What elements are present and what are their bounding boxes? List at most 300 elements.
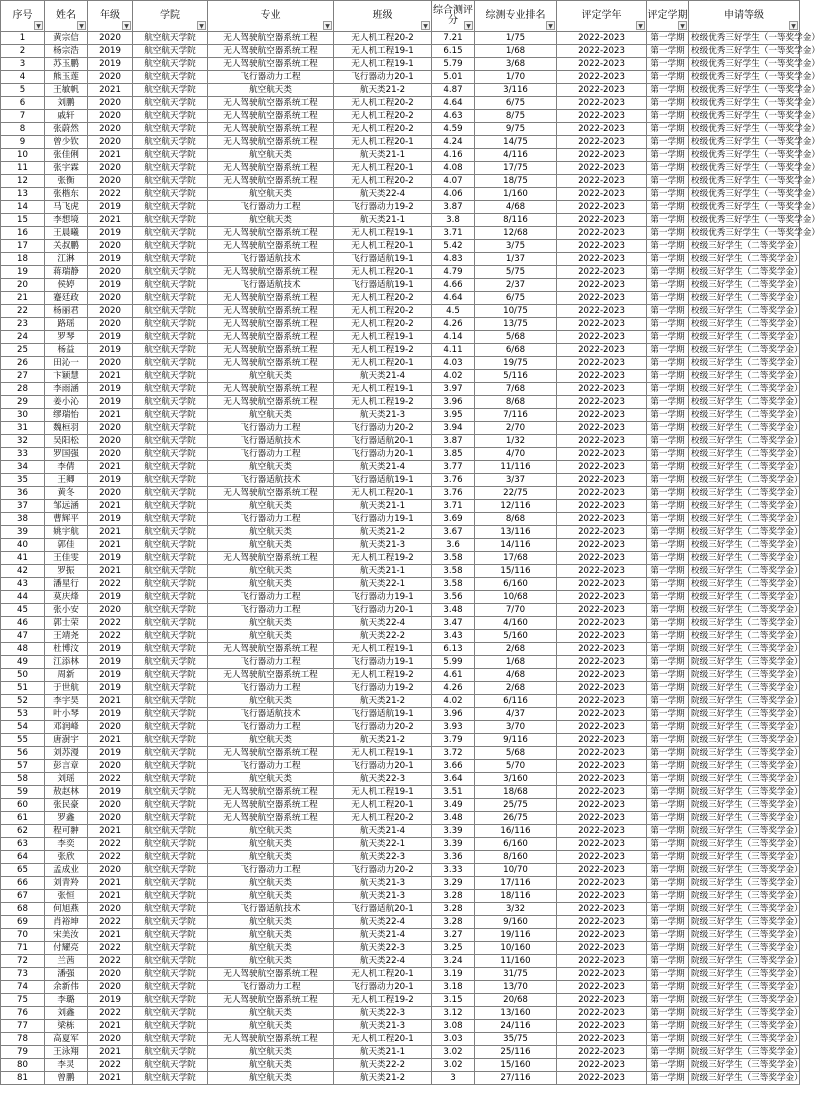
cell-name: 潘星行 [45,578,88,591]
cell-index: 30 [1,409,45,422]
cell-term: 第一学期 [647,188,689,201]
cell-year: 2022-2023 [557,838,647,851]
cell-index: 68 [1,903,45,916]
table-row [1,201,800,214]
cell-grade: 2022 [88,1059,133,1072]
cell-college: 航空航天学院 [133,903,208,916]
filter-dropdown-icon[interactable]: ▼ [678,21,687,30]
cell-term: 第一学期 [647,773,689,786]
cell-level: 院级三好学生（三等奖学金） [689,903,800,916]
cell-rank: 5/160 [475,630,557,643]
header-row [1,1,800,32]
table-row [1,734,800,747]
table-row [1,149,800,162]
cell-college: 航空航天学院 [133,851,208,864]
cell-rank: 25/75 [475,799,557,812]
cell-year: 2022-2023 [557,136,647,149]
cell-college: 航空航天学院 [133,825,208,838]
cell-year: 2022-2023 [557,565,647,578]
cell-grade: 2021 [88,500,133,513]
cell-index: 19 [1,266,45,279]
cell-index: 78 [1,1033,45,1046]
cell-grade: 2019 [88,513,133,526]
cell-grade: 2020 [88,435,133,448]
cell-year: 2022-2023 [557,240,647,253]
cell-index: 15 [1,214,45,227]
cell-term: 第一学期 [647,591,689,604]
cell-college: 航空航天学院 [133,201,208,214]
cell-score: 3.58 [432,578,475,591]
cell-term: 第一学期 [647,721,689,734]
cell-year: 2022-2023 [557,318,647,331]
cell-grade: 2021 [88,890,133,903]
table-row [1,396,800,409]
cell-grade: 2021 [88,1046,133,1059]
cell-year: 2022-2023 [557,552,647,565]
cell-rank: 1/68 [475,45,557,58]
cell-level: 院级三好学生（三等奖学金） [689,786,800,799]
cell-college: 航空航天学院 [133,1033,208,1046]
cell-level: 校级三好学生（二等奖学金） [689,604,800,617]
cell-score: 3.96 [432,396,475,409]
cell-major: 无人驾驶航空器系统工程 [208,786,334,799]
cell-level: 校级三好学生（二等奖学金） [689,318,800,331]
cell-index: 79 [1,1046,45,1059]
cell-major: 无人驾驶航空器系统工程 [208,123,334,136]
cell-major: 航空航天类 [208,526,334,539]
cell-level: 校级优秀三好学生（一等奖学金） [689,84,800,97]
cell-term: 第一学期 [647,942,689,955]
filter-dropdown-icon[interactable]: ▼ [636,21,645,30]
cell-year: 2022-2023 [557,916,647,929]
cell-grade: 2019 [88,201,133,214]
cell-college: 航空航天学院 [133,227,208,240]
cell-name: 杨益 [45,344,88,357]
table-row [1,500,800,513]
cell-grade: 2019 [88,383,133,396]
cell-college: 航空航天学院 [133,32,208,45]
cell-class: 飞行器适航19-1 [334,474,432,487]
cell-name: 李宇昊 [45,695,88,708]
table-row [1,981,800,994]
cell-grade: 2019 [88,58,133,71]
cell-level: 校级三好学生（二等奖学金） [689,305,800,318]
cell-class: 航天类21-1 [334,500,432,513]
cell-level: 院级三好学生（三等奖学金） [689,994,800,1007]
cell-major: 航空航天类 [208,890,334,903]
cell-index: 64 [1,851,45,864]
cell-name: 江淋 [45,253,88,266]
cell-major: 航空航天类 [208,1072,334,1085]
cell-grade: 2020 [88,721,133,734]
cell-class: 飞行器动力20-2 [334,864,432,877]
table-row [1,97,800,110]
cell-name: 张恒 [45,890,88,903]
cell-class: 航天类22-4 [334,916,432,929]
cell-index: 5 [1,84,45,97]
cell-major: 航空航天类 [208,1059,334,1072]
cell-major: 航空航天类 [208,84,334,97]
cell-year: 2022-2023 [557,370,647,383]
cell-year: 2022-2023 [557,32,647,45]
header-name [45,1,88,32]
cell-major: 无人驾驶航空器系统工程 [208,994,334,1007]
cell-index: 27 [1,370,45,383]
cell-major: 无人驾驶航空器系统工程 [208,175,334,188]
cell-level: 院级三好学生（三等奖学金） [689,1046,800,1059]
cell-index: 63 [1,838,45,851]
cell-term: 第一学期 [647,149,689,162]
cell-term: 第一学期 [647,292,689,305]
cell-college: 航空航天学院 [133,409,208,422]
cell-class: 飞行器适航19-1 [334,708,432,721]
cell-major: 无人驾驶航空器系统工程 [208,266,334,279]
cell-name: 王靖尧 [45,630,88,643]
cell-term: 第一学期 [647,825,689,838]
cell-index: 54 [1,721,45,734]
cell-score: 3.87 [432,201,475,214]
cell-year: 2022-2023 [557,760,647,773]
cell-major: 无人驾驶航空器系统工程 [208,669,334,682]
cell-name: 王泳翔 [45,1046,88,1059]
cell-rank: 9/75 [475,123,557,136]
cell-year: 2022-2023 [557,305,647,318]
cell-rank: 7/68 [475,383,557,396]
cell-major: 飞行器动力工程 [208,604,334,617]
cell-class: 航天类21-1 [334,1046,432,1059]
cell-score: 3.15 [432,994,475,1007]
cell-major: 航空航天类 [208,1020,334,1033]
cell-term: 第一学期 [647,240,689,253]
cell-name: 曾少钦 [45,136,88,149]
cell-college: 航空航天学院 [133,188,208,201]
table-row [1,695,800,708]
cell-term: 第一学期 [647,955,689,968]
cell-index: 71 [1,942,45,955]
header-term [647,1,689,32]
cell-level: 院级三好学生（三等奖学金） [689,942,800,955]
cell-major: 航空航天类 [208,1046,334,1059]
cell-year: 2022-2023 [557,734,647,747]
cell-name: 叶小琴 [45,708,88,721]
table-row [1,266,800,279]
cell-year: 2022-2023 [557,227,647,240]
cell-level: 校级优秀三好学生（一等奖学金） [689,136,800,149]
cell-term: 第一学期 [647,123,689,136]
cell-year: 2022-2023 [557,422,647,435]
cell-grade: 2021 [88,1072,133,1085]
cell-major: 航空航天类 [208,370,334,383]
cell-rank: 9/116 [475,734,557,747]
cell-term: 第一学期 [647,981,689,994]
header-grade [88,1,133,32]
cell-grade: 2022 [88,617,133,630]
cell-term: 第一学期 [647,357,689,370]
table-row [1,955,800,968]
cell-score: 4.16 [432,149,475,162]
cell-grade: 2022 [88,630,133,643]
cell-college: 航空航天学院 [133,253,208,266]
cell-year: 2022-2023 [557,1072,647,1085]
cell-index: 55 [1,734,45,747]
cell-term: 第一学期 [647,1046,689,1059]
table-row [1,84,800,97]
cell-index: 31 [1,422,45,435]
cell-class: 航天类21-3 [334,890,432,903]
cell-major: 无人驾驶航空器系统工程 [208,45,334,58]
table-row [1,799,800,812]
cell-score: 3.24 [432,955,475,968]
cell-term: 第一学期 [647,656,689,669]
cell-index: 49 [1,656,45,669]
cell-class: 无人机工程19-1 [334,227,432,240]
cell-term: 第一学期 [647,682,689,695]
cell-grade: 2019 [88,552,133,565]
cell-year: 2022-2023 [557,448,647,461]
table-row [1,903,800,916]
cell-name: 曾鹏 [45,1072,88,1085]
cell-class: 无人机工程20-1 [334,357,432,370]
cell-grade: 2020 [88,981,133,994]
cell-year: 2022-2023 [557,981,647,994]
table-row [1,617,800,630]
cell-rank: 10/160 [475,942,557,955]
cell-year: 2022-2023 [557,1020,647,1033]
table-row [1,929,800,942]
cell-term: 第一学期 [647,305,689,318]
cell-term: 第一学期 [647,1059,689,1072]
cell-class: 飞行器动力20-1 [334,71,432,84]
cell-rank: 1/75 [475,32,557,45]
filter-dropdown-icon[interactable]: ▼ [421,21,430,30]
cell-score: 4.11 [432,344,475,357]
cell-score: 4.83 [432,253,475,266]
filter-dropdown-icon[interactable]: ▼ [77,21,86,30]
cell-name: 刘青羚 [45,877,88,890]
cell-college: 航空航天学院 [133,422,208,435]
cell-college: 航空航天学院 [133,448,208,461]
cell-level: 校级三好学生（二等奖学金） [689,370,800,383]
cell-index: 60 [1,799,45,812]
cell-score: 4.26 [432,318,475,331]
cell-level: 院级三好学生（三等奖学金） [689,734,800,747]
cell-level: 院级三好学生（三等奖学金） [689,838,800,851]
table-row [1,552,800,565]
cell-rank: 2/68 [475,682,557,695]
cell-level: 校级三好学生（二等奖学金） [689,617,800,630]
cell-rank: 6/75 [475,97,557,110]
cell-year: 2022-2023 [557,474,647,487]
cell-class: 飞行器动力20-1 [334,604,432,617]
cell-term: 第一学期 [647,968,689,981]
cell-index: 24 [1,331,45,344]
filter-dropdown-icon[interactable]: ▼ [546,21,555,30]
cell-rank: 18/75 [475,175,557,188]
cell-year: 2022-2023 [557,214,647,227]
filter-dropdown-icon[interactable]: ▼ [122,21,131,30]
cell-grade: 2020 [88,903,133,916]
cell-grade: 2021 [88,539,133,552]
cell-rank: 17/116 [475,877,557,890]
cell-rank: 18/116 [475,890,557,903]
cell-college: 航空航天学院 [133,526,208,539]
cell-rank: 5/68 [475,331,557,344]
cell-year: 2022-2023 [557,1033,647,1046]
cell-college: 航空航天学院 [133,942,208,955]
cell-grade: 2020 [88,604,133,617]
cell-rank: 2/70 [475,422,557,435]
table-row [1,383,800,396]
cell-score: 3.08 [432,1020,475,1033]
cell-term: 第一学期 [647,58,689,71]
cell-grade: 2021 [88,825,133,838]
cell-index: 59 [1,786,45,799]
cell-class: 飞行器动力19-2 [334,682,432,695]
cell-term: 第一学期 [647,994,689,1007]
cell-college: 航空航天学院 [133,747,208,760]
cell-year: 2022-2023 [557,435,647,448]
header-index [1,1,45,32]
cell-year: 2022-2023 [557,747,647,760]
cell-level: 院级三好学生（三等奖学金） [689,682,800,695]
cell-class: 飞行器适航19-1 [334,279,432,292]
table-row [1,591,800,604]
cell-grade: 2020 [88,71,133,84]
cell-name: 张佳俐 [45,149,88,162]
cell-rank: 19/75 [475,357,557,370]
cell-index: 76 [1,1007,45,1020]
cell-name: 周新 [45,669,88,682]
filter-dropdown-icon[interactable]: ▼ [34,21,43,30]
filter-dropdown-icon[interactable]: ▼ [464,21,473,30]
cell-college: 航空航天学院 [133,630,208,643]
cell-term: 第一学期 [647,1033,689,1046]
cell-college: 航空航天学院 [133,266,208,279]
cell-rank: 17/75 [475,162,557,175]
cell-year: 2022-2023 [557,383,647,396]
cell-level: 院级三好学生（三等奖学金） [689,955,800,968]
cell-grade: 2020 [88,97,133,110]
cell-score: 3.29 [432,877,475,890]
cell-college: 航空航天学院 [133,240,208,253]
cell-term: 第一学期 [647,734,689,747]
cell-rank: 6/75 [475,292,557,305]
cell-grade: 2022 [88,188,133,201]
cell-grade: 2022 [88,838,133,851]
cell-index: 12 [1,175,45,188]
cell-year: 2022-2023 [557,409,647,422]
filter-dropdown-icon[interactable]: ▼ [789,21,798,30]
cell-college: 航空航天学院 [133,708,208,721]
cell-grade: 2021 [88,526,133,539]
cell-score: 3.85 [432,448,475,461]
cell-grade: 2022 [88,578,133,591]
cell-term: 第一学期 [647,838,689,851]
cell-class: 航天类22-2 [334,630,432,643]
cell-class: 航天类21-2 [334,526,432,539]
table-row [1,968,800,981]
cell-class: 航天类21-2 [334,1072,432,1085]
cell-name: 彭言章 [45,760,88,773]
cell-class: 无人机工程19-1 [334,643,432,656]
cell-term: 第一学期 [647,84,689,97]
cell-year: 2022-2023 [557,110,647,123]
cell-level: 校级三好学生（二等奖学金） [689,578,800,591]
cell-rank: 12/68 [475,227,557,240]
cell-name: 张欣 [45,851,88,864]
cell-rank: 17/68 [475,552,557,565]
cell-name: 余新伟 [45,981,88,994]
cell-level: 校级三好学生（二等奖学金） [689,487,800,500]
cell-grade: 2022 [88,916,133,929]
cell-class: 无人机工程19-1 [334,747,432,760]
cell-grade: 2021 [88,929,133,942]
cell-class: 飞行器动力20-2 [334,721,432,734]
cell-major: 飞行器动力工程 [208,71,334,84]
cell-major: 无人驾驶航空器系统工程 [208,344,334,357]
cell-score: 4.64 [432,292,475,305]
cell-name: 何旭燕 [45,903,88,916]
cell-name: 吴阳松 [45,435,88,448]
cell-index: 57 [1,760,45,773]
cell-major: 无人驾驶航空器系统工程 [208,552,334,565]
cell-year: 2022-2023 [557,825,647,838]
cell-major: 无人驾驶航空器系统工程 [208,32,334,45]
cell-level: 校级优秀三好学生（一等奖学金） [689,214,800,227]
cell-college: 航空航天学院 [133,539,208,552]
cell-level: 校级三好学生（二等奖学金） [689,630,800,643]
cell-grade: 2019 [88,45,133,58]
cell-name: 宋美汝 [45,929,88,942]
cell-rank: 2/37 [475,279,557,292]
cell-college: 航空航天学院 [133,162,208,175]
cell-class: 飞行器动力20-1 [334,448,432,461]
cell-score: 3.48 [432,812,475,825]
cell-grade: 2020 [88,968,133,981]
table-row [1,279,800,292]
cell-score: 3.36 [432,851,475,864]
cell-score: 3.28 [432,890,475,903]
cell-index: 77 [1,1020,45,1033]
cell-level: 校级优秀三好学生（一等奖学金） [689,123,800,136]
cell-class: 航天类21-4 [334,825,432,838]
cell-index: 75 [1,994,45,1007]
cell-term: 第一学期 [647,370,689,383]
cell-index: 3 [1,58,45,71]
table-row [1,461,800,474]
cell-class: 无人机工程20-2 [334,292,432,305]
cell-level: 校级优秀三好学生（一等奖学金） [689,175,800,188]
cell-college: 航空航天学院 [133,344,208,357]
cell-college: 航空航天学院 [133,799,208,812]
cell-college: 航空航天学院 [133,877,208,890]
cell-rank: 25/116 [475,1046,557,1059]
cell-score: 3.25 [432,942,475,955]
filter-dropdown-icon[interactable]: ▼ [323,21,332,30]
cell-index: 67 [1,890,45,903]
cell-major: 无人驾驶航空器系统工程 [208,396,334,409]
cell-year: 2022-2023 [557,669,647,682]
cell-major: 无人驾驶航空器系统工程 [208,227,334,240]
cell-term: 第一学期 [647,110,689,123]
table-row [1,435,800,448]
cell-class: 飞行器适航19-1 [334,253,432,266]
cell-year: 2022-2023 [557,71,647,84]
cell-grade: 2019 [88,474,133,487]
filter-dropdown-icon[interactable]: ▼ [197,21,206,30]
cell-major: 航空航天类 [208,630,334,643]
header-score [432,1,475,32]
